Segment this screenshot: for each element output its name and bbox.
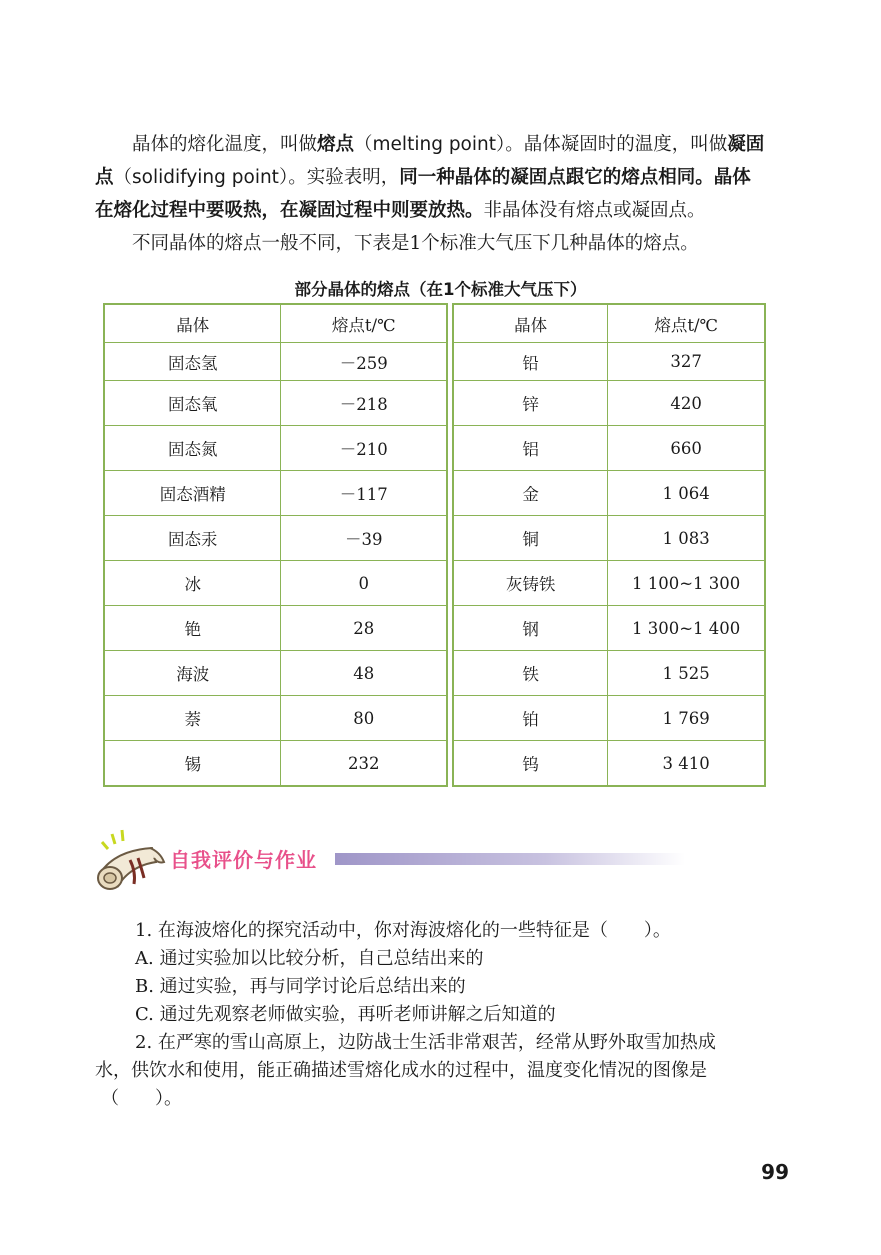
crystal-name-cell: 铂 (453, 696, 608, 741)
melting-point-table-right (452, 303, 766, 787)
header-crystal: 晶体 (104, 304, 281, 343)
table-row (453, 426, 765, 471)
text-span: （solidifying point）。实验表明， (113, 167, 400, 188)
crystal-name-cell: 铝 (453, 426, 608, 471)
term-solidifying-1: 凝固 (727, 134, 765, 155)
melting-point-cell: －117 (281, 471, 447, 516)
table-row (104, 343, 447, 381)
scroll-icon (90, 828, 170, 898)
key-statement: 同一种晶体的凝固点跟它的熔点相同。晶体 (399, 167, 751, 188)
header-crystal: 晶体 (453, 304, 608, 343)
crystal-name-cell: 灰铸铁 (453, 561, 608, 606)
key-statement-2: 在熔化过程中要吸热，在凝固过程中则要放热。 (95, 200, 484, 221)
section-banner (90, 828, 610, 898)
crystal-name-cell: 固态汞 (104, 516, 281, 561)
text-span: 晶体的熔化温度，叫做 (132, 134, 318, 155)
term-melting-point: 熔点 (317, 134, 355, 155)
para-line-4: 不同晶体的熔点一般不同，下表是1个标准大气压下几种晶体的熔点。 (132, 233, 699, 254)
melting-point-cell: 1 100~1 300 (608, 561, 765, 606)
crystal-name-cell: 海波 (104, 651, 281, 696)
table-row (453, 471, 765, 516)
question-2-line-1: 2. 在严寒的雪山高原上，边防战士生活非常艰苦，经常从野外取雪加热成 (135, 1032, 716, 1053)
question-1-option-a: A. 通过实验加以比较分析，自己总结出来的 (135, 948, 484, 969)
table-row (104, 471, 447, 516)
table-row (104, 741, 447, 787)
table-row (453, 516, 765, 561)
questions (95, 917, 795, 1113)
table-row (104, 651, 447, 696)
question-2-line-2: 水，供饮水和使用，能正确描述雪熔化成水的过程中，温度变化情况的图像是 (95, 1060, 707, 1081)
crystal-name-cell: 固态氧 (104, 381, 281, 426)
table-row (453, 741, 765, 787)
melting-point-cell: 420 (608, 381, 765, 426)
table-row (104, 606, 447, 651)
term-solidifying-2: 点 (95, 167, 114, 188)
melting-point-cell: 1 300~1 400 (608, 606, 765, 651)
table-row (104, 426, 447, 471)
table-row (453, 381, 765, 426)
question-1-option-b: B. 通过实验，再与同学讨论后总结出来的 (135, 976, 466, 997)
crystal-name-cell: 钢 (453, 606, 608, 651)
melting-point-cell: 232 (281, 741, 447, 787)
crystal-name-cell: 铁 (453, 651, 608, 696)
crystal-name-cell: 铅 (453, 343, 608, 381)
table-row (104, 696, 447, 741)
melting-point-cell: 1 064 (608, 471, 765, 516)
melting-point-cell: 3 410 (608, 741, 765, 787)
table-title: 部分晶体的熔点（在1个标准大气压下） (294, 280, 587, 299)
crystal-name-cell: 冰 (104, 561, 281, 606)
table-row (104, 516, 447, 561)
crystal-name-cell: 锌 (453, 381, 608, 426)
melting-point-cell: －210 (281, 426, 447, 471)
melting-point-cell: －39 (281, 516, 447, 561)
crystal-name-cell: 锡 (104, 741, 281, 787)
melting-point-cell: 1 769 (608, 696, 765, 741)
melting-point-cell: 1 525 (608, 651, 765, 696)
text-span: 非晶体没有熔点或凝固点。 (483, 200, 706, 221)
text-span: （melting point）。晶体凝固时的温度，叫做 (354, 134, 728, 155)
header-melting-point: 熔点t/℃ (608, 304, 765, 343)
melting-point-cell: 28 (281, 606, 447, 651)
melting-point-cell: 1 083 (608, 516, 765, 561)
table-row (104, 381, 447, 426)
table-header-row (104, 304, 447, 343)
melting-point-cell: －218 (281, 381, 447, 426)
melting-point-table-left (103, 303, 448, 787)
table-row (453, 696, 765, 741)
para-line-3 (95, 194, 785, 227)
para-line-2 (95, 161, 785, 194)
crystal-name-cell: 固态氢 (104, 343, 281, 381)
crystal-name-cell: 固态氮 (104, 426, 281, 471)
table-row (453, 561, 765, 606)
crystal-name-cell: 金 (453, 471, 608, 516)
question-2-line-3: （ ）。 (101, 1088, 182, 1109)
crystal-name-cell: 铜 (453, 516, 608, 561)
table-row (453, 343, 765, 381)
table-row (453, 651, 765, 696)
page-number: 99 (761, 1160, 789, 1184)
section-title: 自我评价与作业 (170, 848, 317, 872)
melting-point-cell: 80 (281, 696, 447, 741)
question-1: 1. 在海波熔化的探究活动中，你对海波熔化的一些特征是（ ）。 (135, 920, 671, 941)
table-row (104, 561, 447, 606)
melting-point-cell: 0 (281, 561, 447, 606)
table-header-row (453, 304, 765, 343)
question-1-option-c: C. 通过先观察老师做实验，再听老师讲解之后知道的 (135, 1004, 556, 1025)
table-row (453, 606, 765, 651)
melting-point-cell: 48 (281, 651, 447, 696)
melting-point-cell: 327 (608, 343, 765, 381)
banner-bar (335, 853, 685, 865)
melting-point-cell: －259 (281, 343, 447, 381)
header-melting-point: 熔点t/℃ (281, 304, 447, 343)
intro-paragraph (95, 128, 785, 260)
crystal-name-cell: 萘 (104, 696, 281, 741)
crystal-name-cell: 钨 (453, 741, 608, 787)
crystal-name-cell: 固态酒精 (104, 471, 281, 516)
crystal-name-cell: 铯 (104, 606, 281, 651)
para-line-1 (95, 128, 785, 161)
melting-point-cell: 660 (608, 426, 765, 471)
